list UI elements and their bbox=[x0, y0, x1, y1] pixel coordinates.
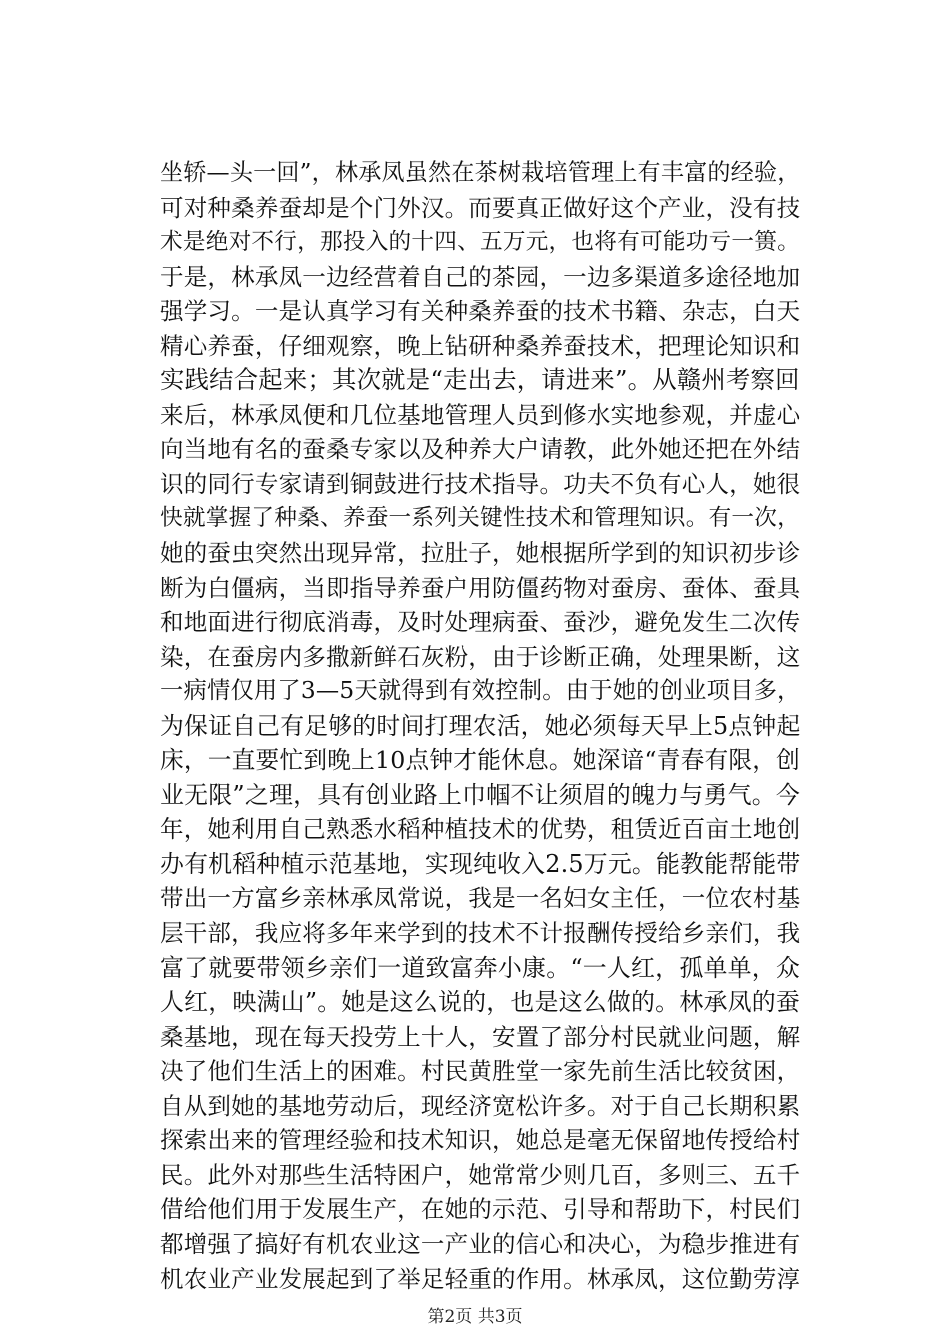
text-line: 可对种桑养蚕却是个门外汉。而要真正做好这个产业，没有技 bbox=[160, 193, 801, 222]
text-line: 富了就要带领乡亲们一道致富奔小康。“一人红，孤单单，众 bbox=[160, 953, 801, 982]
body-text bbox=[160, 156, 800, 1296]
text-line: 精心养蚕，仔细观察，晚上钻研种桑养蚕技术，把理论知识和 bbox=[160, 331, 801, 360]
text-line: 床，一直要忙到晚上10点钟才能休息。她深谙“青春有限，创 bbox=[160, 746, 801, 775]
text-line: 实践结合起来；其次就是“走出去，请进来”。从赣州考察回 bbox=[160, 365, 800, 395]
text-line: 来后，林承凤便和几位基地管理人员到修水实地参观，并虚心 bbox=[160, 400, 801, 429]
text-line: 业无限”之理，具有创业路上巾帼不让须眉的魄力与勇气。今 bbox=[160, 780, 801, 809]
text-line: 桑基地，现在每天投劳上十人，安置了部分村民就业问题，解 bbox=[160, 1022, 801, 1051]
text-line: 为保证自己有足够的时间打理农活，她必须每天早上5点钟起 bbox=[160, 711, 801, 740]
text-line: 探索出来的管理经验和技术知识，她总是毫无保留地传授给村 bbox=[160, 1126, 801, 1155]
text-line: 自从到她的基地劳动后，现经济宽松许多。对于自己长期积累 bbox=[160, 1091, 801, 1120]
text-line: 民。此外对那些生活特困户，她常常少则几百，多则三、五千 bbox=[160, 1160, 801, 1189]
text-line: 染，在蚕房内多撒新鲜石灰粉，由于诊断正确，处理果断，这 bbox=[160, 642, 801, 671]
text-line: 一病情仅用了3—5天就得到有效控制。由于她的创业项目多， bbox=[160, 677, 801, 705]
text-line: 向当地有名的蚕桑专家以及种养大户请教，此外她还把在外结 bbox=[160, 435, 801, 464]
text-line: 人红，映满山”。她是这么说的，也是这么做的。林承凤的蚕 bbox=[160, 988, 801, 1017]
text-line: 年，她利用自己熟悉水稻种植技术的优势，租赁近百亩土地创 bbox=[160, 815, 801, 844]
text-line: 机农业产业发展起到了举足轻重的作用。林承凤，这位勤劳淳 bbox=[160, 1264, 801, 1293]
text-line: 坐轿—头一回”，林承凤虽然在茶树栽培管理上有丰富的经验， bbox=[160, 160, 801, 186]
text-line: 和地面进行彻底消毒，及时处理病蚕、蚕沙，避免发生二次传 bbox=[160, 608, 801, 637]
text-line: 层干部，我应将多年来学到的技术不计报酬传授给乡亲们，我 bbox=[160, 919, 801, 948]
text-line: 她的蚕虫突然出现异常，拉肚子，她根据所学到的知识初步诊 bbox=[160, 539, 801, 568]
text-line: 强学习。一是认真学习有关种桑养蚕的技术书籍、杂志，白天 bbox=[160, 297, 801, 326]
text-line: 快就掌握了种桑、养蚕一系列关键性技术和管理知识。有一次， bbox=[160, 505, 800, 532]
page-footer: 第2页 共3页 bbox=[427, 1307, 523, 1327]
text-line: 术是绝对不行，那投入的十四、五万元，也将有可能功亏一篑。 bbox=[160, 229, 800, 256]
text-line: 都增强了搞好有机农业这一产业的信心和决心，为稳步推进有 bbox=[160, 1229, 801, 1258]
text-line: 带出一方富乡亲林承凤常说，我是一名妇女主任，一位农村基 bbox=[160, 884, 801, 913]
text-line: 于是，林承凤一边经营着自己的茶园，一边多渠道多途径地加 bbox=[160, 262, 801, 291]
text-line: 断为白僵病，当即指导养蚕户用防僵药物对蚕房、蚕体、蚕具 bbox=[160, 573, 801, 602]
text-line: 识的同行专家请到铜鼓进行技术指导。功夫不负有心人，她很 bbox=[160, 469, 801, 498]
text-line: 办有机稻种植示范基地，实现纯收入2.5万元。能教能帮能带 bbox=[160, 849, 801, 878]
text-line: 决了他们生活上的困难。村民黄胜堂一家先前生活比较贫困， bbox=[160, 1057, 801, 1086]
text-line: 借给他们用于发展生产，在她的示范、引导和帮助下，村民们 bbox=[160, 1195, 801, 1224]
